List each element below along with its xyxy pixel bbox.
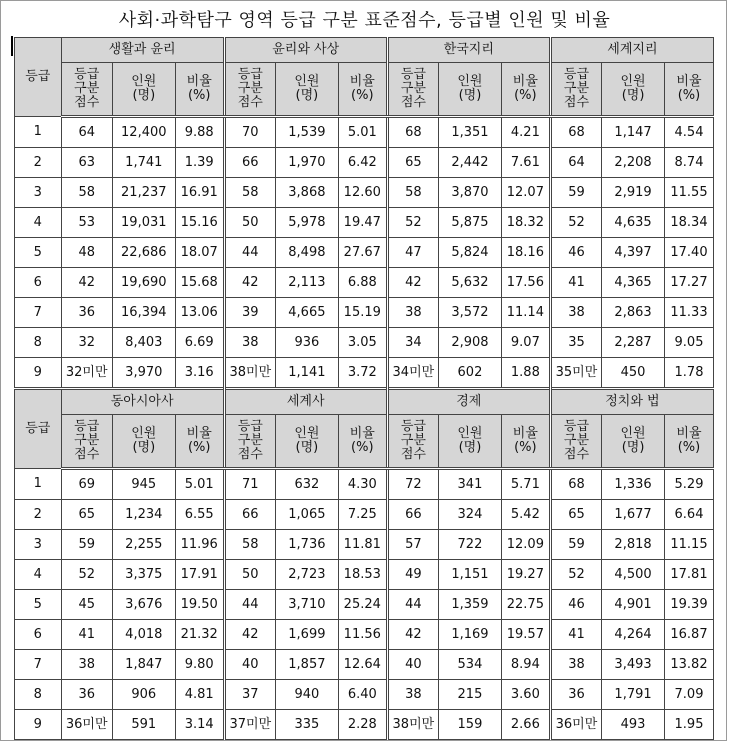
table-row — [15, 560, 714, 590]
table-cell: 38미만 — [224, 358, 275, 389]
table-cell: 63 — [61, 148, 112, 178]
table-cell: 9.07 — [501, 328, 550, 358]
column-header: 인원 (명) — [275, 63, 338, 117]
table-cell: 13.06 — [175, 298, 224, 328]
table-cell: 17.56 — [501, 268, 550, 298]
column-header: 등급 구분 점수 — [224, 415, 275, 469]
table-cell: 2,113 — [275, 268, 338, 298]
table-cell: 37미만 — [224, 710, 275, 740]
table-cell: 57 — [387, 530, 438, 560]
table-cell: 49 — [387, 560, 438, 590]
rank-cell: 6 — [15, 620, 62, 650]
table-cell: 324 — [439, 500, 502, 530]
table-cell: 38 — [387, 298, 438, 328]
table-cell: 632 — [275, 469, 338, 500]
table-cell: 1.78 — [664, 358, 713, 389]
table-cell: 11.55 — [664, 178, 713, 208]
table-cell: 58 — [224, 178, 275, 208]
table-cell: 906 — [112, 680, 175, 710]
column-header: 인원 (명) — [439, 63, 502, 117]
column-header: 등급 구분 점수 — [550, 63, 601, 117]
table-cell: 19,690 — [112, 268, 175, 298]
table-cell: 16,394 — [112, 298, 175, 328]
table-cell: 34미만 — [387, 358, 438, 389]
rank-cell: 8 — [15, 328, 62, 358]
table-row — [15, 238, 714, 268]
table-cell: 5.42 — [501, 500, 550, 530]
column-header: 비율 (%) — [501, 415, 550, 469]
table-cell: 59 — [61, 530, 112, 560]
table-cell: 6.69 — [175, 328, 224, 358]
table-cell: 6.40 — [338, 680, 387, 710]
table-cell: 5.29 — [664, 469, 713, 500]
table-cell: 68 — [550, 469, 601, 500]
table-cell: 7.09 — [664, 680, 713, 710]
table-cell: 493 — [602, 710, 665, 740]
table-cell: 42 — [224, 268, 275, 298]
table-cell: 3,676 — [112, 590, 175, 620]
rank-cell: 1 — [15, 469, 62, 500]
table-cell: 46 — [550, 238, 601, 268]
table-cell: 42 — [61, 268, 112, 298]
column-header: 인원 (명) — [112, 63, 175, 117]
table-cell: 8,403 — [112, 328, 175, 358]
table-cell: 40 — [224, 650, 275, 680]
subject-header: 정치와 법 — [550, 389, 713, 415]
table-cell: 3.72 — [338, 358, 387, 389]
table-cell: 41 — [550, 268, 601, 298]
table-cell: 38미만 — [387, 710, 438, 740]
table-cell: 52 — [387, 208, 438, 238]
table-cell: 4,264 — [602, 620, 665, 650]
column-header: 비율 (%) — [501, 63, 550, 117]
rank-cell: 2 — [15, 500, 62, 530]
table-cell: 47 — [387, 238, 438, 268]
table-cell: 12.64 — [338, 650, 387, 680]
table-cell: 38 — [61, 650, 112, 680]
table-cell: 1,359 — [439, 590, 502, 620]
table-cell: 8.74 — [664, 148, 713, 178]
subject-header: 동아시아사 — [61, 389, 224, 415]
table-cell: 7.25 — [338, 500, 387, 530]
table-cell: 41 — [550, 620, 601, 650]
table-cell: 19.39 — [664, 590, 713, 620]
table-cell: 65 — [387, 148, 438, 178]
table-cell: 159 — [439, 710, 502, 740]
table-cell: 4,665 — [275, 298, 338, 328]
table-cell: 534 — [439, 650, 502, 680]
column-header: 등급 구분 점수 — [387, 63, 438, 117]
table-cell: 16.87 — [664, 620, 713, 650]
rank-cell: 9 — [15, 358, 62, 389]
table-cell: 17.81 — [664, 560, 713, 590]
table-cell: 15.68 — [175, 268, 224, 298]
table-cell: 19,031 — [112, 208, 175, 238]
table-row — [15, 710, 714, 740]
table-cell: 18.53 — [338, 560, 387, 590]
rank-cell: 8 — [15, 680, 62, 710]
table-cell: 1,351 — [439, 117, 502, 148]
table-cell: 3,375 — [112, 560, 175, 590]
table-cell: 6.88 — [338, 268, 387, 298]
table-cell: 1,970 — [275, 148, 338, 178]
table-cell: 12.60 — [338, 178, 387, 208]
column-header-row — [15, 415, 714, 469]
table-cell: 66 — [224, 148, 275, 178]
table-cell: 5.01 — [338, 117, 387, 148]
table-cell: 36 — [550, 680, 601, 710]
table-row — [15, 530, 714, 560]
table-cell: 1,677 — [602, 500, 665, 530]
rank-cell: 7 — [15, 298, 62, 328]
subject-header: 한국지리 — [387, 38, 550, 63]
table-cell: 5.01 — [175, 469, 224, 500]
table-cell: 44 — [224, 590, 275, 620]
table-cell: 41 — [61, 620, 112, 650]
column-header: 인원 (명) — [602, 415, 665, 469]
table-cell: 44 — [224, 238, 275, 268]
column-header: 인원 (명) — [112, 415, 175, 469]
table-row — [15, 298, 714, 328]
table-cell: 11.81 — [338, 530, 387, 560]
table-cell: 2,208 — [602, 148, 665, 178]
table-cell: 18.16 — [501, 238, 550, 268]
table-cell: 9.88 — [175, 117, 224, 148]
table-cell: 11.33 — [664, 298, 713, 328]
rank-cell: 3 — [15, 530, 62, 560]
table-cell: 945 — [112, 469, 175, 500]
table-cell: 65 — [61, 500, 112, 530]
table-cell: 1,141 — [275, 358, 338, 389]
table-cell: 59 — [550, 530, 601, 560]
subject-header: 세계지리 — [550, 38, 713, 63]
table-cell: 58 — [61, 178, 112, 208]
table-row — [15, 650, 714, 680]
table-cell: 3,572 — [439, 298, 502, 328]
table-cell: 2,723 — [275, 560, 338, 590]
table-cell: 1,147 — [602, 117, 665, 148]
table-cell: 13.82 — [664, 650, 713, 680]
table-cell: 3.14 — [175, 710, 224, 740]
table-cell: 591 — [112, 710, 175, 740]
table-cell: 15.16 — [175, 208, 224, 238]
table-cell: 11.14 — [501, 298, 550, 328]
table-cell: 66 — [387, 500, 438, 530]
table-cell: 2,908 — [439, 328, 502, 358]
table-cell: 5,875 — [439, 208, 502, 238]
table-cell: 52 — [550, 560, 601, 590]
table-cell: 22,686 — [112, 238, 175, 268]
table-cell: 68 — [550, 117, 601, 148]
table-row — [15, 268, 714, 298]
table-cell: 6.42 — [338, 148, 387, 178]
table-cell: 18.07 — [175, 238, 224, 268]
table-cell: 450 — [602, 358, 665, 389]
subject-header: 윤리와 사상 — [224, 38, 387, 63]
column-header: 인원 (명) — [602, 63, 665, 117]
table-cell: 11.96 — [175, 530, 224, 560]
column-header: 비율 (%) — [175, 63, 224, 117]
table-cell: 335 — [275, 710, 338, 740]
table-cell: 1,741 — [112, 148, 175, 178]
table-cell: 50 — [224, 560, 275, 590]
column-header: 인원 (명) — [275, 415, 338, 469]
table-cell: 8,498 — [275, 238, 338, 268]
grade-table — [14, 37, 714, 740]
table-cell: 52 — [61, 560, 112, 590]
table-cell: 36미만 — [61, 710, 112, 740]
table-cell: 52 — [550, 208, 601, 238]
table-cell: 7.61 — [501, 148, 550, 178]
table-cell: 59 — [550, 178, 601, 208]
table-cell: 4.81 — [175, 680, 224, 710]
table-cell: 71 — [224, 469, 275, 500]
table-row — [15, 590, 714, 620]
table-cell: 58 — [387, 178, 438, 208]
table-cell: 4,635 — [602, 208, 665, 238]
table-cell: 3,970 — [112, 358, 175, 389]
table-cell: 5,632 — [439, 268, 502, 298]
column-header: 비율 (%) — [338, 415, 387, 469]
table-cell: 64 — [550, 148, 601, 178]
table-cell: 15.19 — [338, 298, 387, 328]
table-cell: 2,442 — [439, 148, 502, 178]
table-row — [15, 117, 714, 148]
table-cell: 35미만 — [550, 358, 601, 389]
table-cell: 42 — [387, 268, 438, 298]
subject-header: 생활과 윤리 — [61, 38, 224, 63]
rank-header: 등급 — [15, 389, 62, 469]
table-cell: 36 — [61, 680, 112, 710]
table-cell: 19.50 — [175, 590, 224, 620]
rank-cell: 2 — [15, 148, 62, 178]
table-cell: 722 — [439, 530, 502, 560]
table-cell: 21,237 — [112, 178, 175, 208]
table-cell: 36미만 — [550, 710, 601, 740]
table-cell: 1,539 — [275, 117, 338, 148]
table-cell: 36 — [61, 298, 112, 328]
table-cell: 5,978 — [275, 208, 338, 238]
table-cell: 2,255 — [112, 530, 175, 560]
table-cell: 3,868 — [275, 178, 338, 208]
table-cell: 65 — [550, 500, 601, 530]
table-cell: 38 — [550, 650, 601, 680]
table-cell: 5,824 — [439, 238, 502, 268]
rank-cell: 5 — [15, 590, 62, 620]
table-row — [15, 469, 714, 500]
table-cell: 72 — [387, 469, 438, 500]
table-cell: 19.47 — [338, 208, 387, 238]
table-cell: 1,736 — [275, 530, 338, 560]
table-cell: 42 — [387, 620, 438, 650]
table-cell: 2,863 — [602, 298, 665, 328]
table-cell: 38 — [387, 680, 438, 710]
table-cell: 1,847 — [112, 650, 175, 680]
table-cell: 1,699 — [275, 620, 338, 650]
column-header-row — [15, 63, 714, 117]
table-cell: 2,818 — [602, 530, 665, 560]
table-cell: 12.07 — [501, 178, 550, 208]
table-cell: 2.66 — [501, 710, 550, 740]
table-cell: 1.39 — [175, 148, 224, 178]
table-cell: 35 — [550, 328, 601, 358]
table-cell: 18.34 — [664, 208, 713, 238]
table-cell: 341 — [439, 469, 502, 500]
page-title: 사회·과학탐구 영역 등급 구분 표준점수, 등급별 인원 및 비율 — [118, 10, 611, 31]
table-cell: 68 — [387, 117, 438, 148]
rank-header: 등급 — [15, 38, 62, 117]
table-cell: 21.32 — [175, 620, 224, 650]
table-cell: 25.24 — [338, 590, 387, 620]
table-cell: 1,151 — [439, 560, 502, 590]
rank-cell: 3 — [15, 178, 62, 208]
table-cell: 48 — [61, 238, 112, 268]
table-cell: 936 — [275, 328, 338, 358]
table-cell: 1,857 — [275, 650, 338, 680]
column-header: 등급 구분 점수 — [387, 415, 438, 469]
table-cell: 940 — [275, 680, 338, 710]
column-header: 비율 (%) — [664, 63, 713, 117]
table-cell: 1,234 — [112, 500, 175, 530]
table-cell: 66 — [224, 500, 275, 530]
table-row — [15, 328, 714, 358]
table-row — [15, 208, 714, 238]
subject-header: 경제 — [387, 389, 550, 415]
table-cell: 11.15 — [664, 530, 713, 560]
table-cell: 12,400 — [112, 117, 175, 148]
table-cell: 22.75 — [501, 590, 550, 620]
table-cell: 9.80 — [175, 650, 224, 680]
table-cell: 3.16 — [175, 358, 224, 389]
table-cell: 19.57 — [501, 620, 550, 650]
table-cell: 50 — [224, 208, 275, 238]
table-cell: 1,791 — [602, 680, 665, 710]
table-cell: 3,493 — [602, 650, 665, 680]
table-cell: 38 — [224, 328, 275, 358]
table-cell: 32 — [61, 328, 112, 358]
table-cell: 46 — [550, 590, 601, 620]
table-cell: 42 — [224, 620, 275, 650]
subject-header: 세계사 — [224, 389, 387, 415]
subject-header-row — [15, 38, 714, 63]
table-cell: 1.95 — [664, 710, 713, 740]
table-cell: 4,397 — [602, 238, 665, 268]
table-cell: 69 — [61, 469, 112, 500]
rank-cell: 9 — [15, 710, 62, 740]
table-cell: 6.64 — [664, 500, 713, 530]
table-row — [15, 178, 714, 208]
table-cell: 215 — [439, 680, 502, 710]
column-header: 등급 구분 점수 — [61, 415, 112, 469]
table-cell: 40 — [387, 650, 438, 680]
table-row — [15, 358, 714, 389]
table-cell: 4,901 — [602, 590, 665, 620]
table-cell: 4.30 — [338, 469, 387, 500]
table-cell: 8.94 — [501, 650, 550, 680]
table-cell: 70 — [224, 117, 275, 148]
table-cell: 3.05 — [338, 328, 387, 358]
column-header: 인원 (명) — [439, 415, 502, 469]
subject-header-row — [15, 389, 714, 415]
table-cell: 3,870 — [439, 178, 502, 208]
table-cell: 2,287 — [602, 328, 665, 358]
table-cell: 4,500 — [602, 560, 665, 590]
column-header: 등급 구분 점수 — [224, 63, 275, 117]
table-cell: 1,169 — [439, 620, 502, 650]
rank-cell: 6 — [15, 268, 62, 298]
table-cell: 34 — [387, 328, 438, 358]
table-row — [15, 620, 714, 650]
table-cell: 5.71 — [501, 469, 550, 500]
table-cell: 6.55 — [175, 500, 224, 530]
column-header: 비율 (%) — [338, 63, 387, 117]
table-cell: 1.88 — [501, 358, 550, 389]
table-cell: 3,710 — [275, 590, 338, 620]
table-cell: 4,365 — [602, 268, 665, 298]
table-cell: 58 — [224, 530, 275, 560]
table-cell: 53 — [61, 208, 112, 238]
table-cell: 1,336 — [602, 469, 665, 500]
table-cell: 4.54 — [664, 117, 713, 148]
rank-cell: 1 — [15, 117, 62, 148]
table-cell: 4,018 — [112, 620, 175, 650]
column-header: 등급 구분 점수 — [61, 63, 112, 117]
column-header: 비율 (%) — [664, 415, 713, 469]
rank-cell: 7 — [15, 650, 62, 680]
table-cell: 1,065 — [275, 500, 338, 530]
table-row — [15, 500, 714, 530]
table-cell: 44 — [387, 590, 438, 620]
table-cell: 9.05 — [664, 328, 713, 358]
rank-cell: 4 — [15, 560, 62, 590]
table-cell: 37 — [224, 680, 275, 710]
table-cell: 17.91 — [175, 560, 224, 590]
rank-cell: 5 — [15, 238, 62, 268]
table-cell: 38 — [550, 298, 601, 328]
table-cell: 39 — [224, 298, 275, 328]
table-cell: 19.27 — [501, 560, 550, 590]
table-cell: 45 — [61, 590, 112, 620]
table-cell: 18.32 — [501, 208, 550, 238]
table-cell: 602 — [439, 358, 502, 389]
table-cell: 2,919 — [602, 178, 665, 208]
table-cell: 4.21 — [501, 117, 550, 148]
table-cell: 12.09 — [501, 530, 550, 560]
column-header: 비율 (%) — [175, 415, 224, 469]
table-cell: 16.91 — [175, 178, 224, 208]
column-header: 등급 구분 점수 — [550, 415, 601, 469]
table-cell: 3.60 — [501, 680, 550, 710]
table-row — [15, 148, 714, 178]
table-cell: 2.28 — [338, 710, 387, 740]
table-cell: 64 — [61, 117, 112, 148]
table-row — [15, 680, 714, 710]
rank-cell: 4 — [15, 208, 62, 238]
table-cell: 27.67 — [338, 238, 387, 268]
table-cell: 11.56 — [338, 620, 387, 650]
text-cursor — [11, 36, 13, 56]
table-cell: 17.40 — [664, 238, 713, 268]
table-cell: 32미만 — [61, 358, 112, 389]
table-cell: 17.27 — [664, 268, 713, 298]
